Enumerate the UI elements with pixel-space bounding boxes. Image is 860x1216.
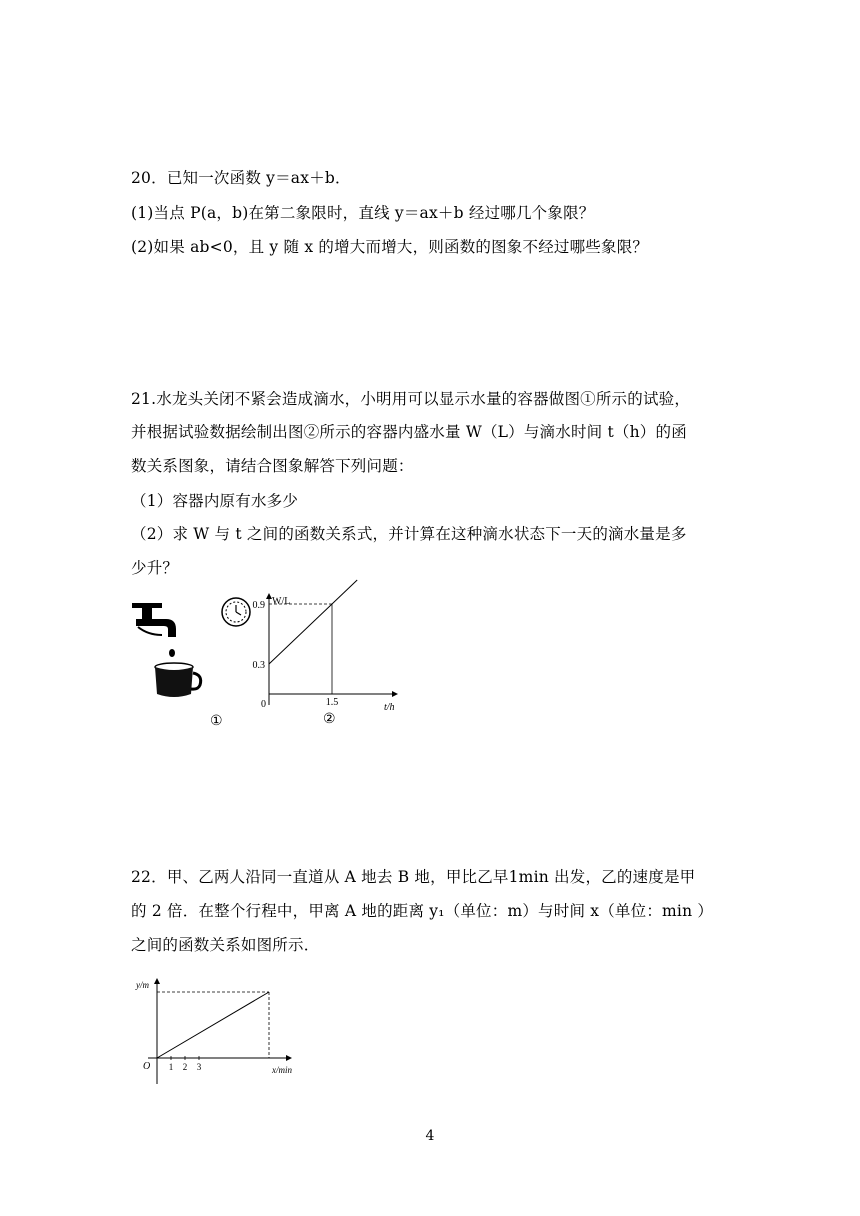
q22-data-line bbox=[157, 992, 269, 1058]
q22-y-axis-label: y/m bbox=[136, 980, 149, 990]
q20-title: 20．已知一次函数 y＝ax＋b． bbox=[131, 169, 351, 187]
q21-x-axis-label: t/h bbox=[384, 702, 395, 713]
q22-x-tick-1: 1 bbox=[168, 1062, 174, 1072]
q20-part1: (1)当点 P(a，b)在第二象限时，直线 y＝ax＋b 经过哪几个象限？ bbox=[131, 204, 595, 222]
q22-line2: 的 2 倍．在整个行程中，甲离 A 地的距离 y₁（单位：m）与时间 x（单位：min ） bbox=[131, 902, 714, 920]
q21-figure-2-label: ② bbox=[323, 711, 336, 727]
page-number: 4 bbox=[425, 1128, 435, 1144]
cup-icon bbox=[155, 663, 201, 697]
q21-line3: 数关系图象，请结合图象解答下列问题： bbox=[131, 457, 414, 475]
q22-x-axis-label: x/min bbox=[272, 1065, 292, 1075]
q21-figure-2 bbox=[246, 592, 406, 712]
q21-data-line bbox=[269, 580, 357, 664]
q21-line2: 并根据试验数据绘制出图②所示的容器内盛水量 W（L）与滴水时间 t（h）的函 bbox=[131, 423, 687, 441]
q21-line1: 21.水龙头关闭不紧会造成滴水，小明用可以显示水量的容器做图①所示的试验， bbox=[131, 390, 691, 408]
faucet-icon bbox=[132, 603, 176, 657]
q22-line3: 之间的函数关系如图所示． bbox=[131, 936, 320, 954]
q20-part2: (2)如果 ab<0，且 y 随 x 的增大而增大，则函数的图象不经过哪些象限？ bbox=[131, 238, 649, 256]
q21-y-tick-0.3: 0.3 bbox=[252, 660, 265, 671]
q21-y-tick-0.9: 0.9 bbox=[252, 600, 265, 611]
q22-x-tick-2: 2 bbox=[182, 1062, 188, 1072]
q21-part1: （1）容器内原有水多少 bbox=[131, 492, 299, 510]
q21-x-tick-1.5: 1.5 bbox=[325, 697, 339, 708]
q22-origin-label: O bbox=[143, 1061, 151, 1072]
q21-figure-1-label: ① bbox=[210, 713, 223, 729]
q22-figure bbox=[130, 978, 310, 1088]
q21-part2: （2）求 W 与 t 之间的函数关系式，并计算在这种滴水状态下一天的滴水量是多 bbox=[131, 525, 687, 543]
q22-x-tick-3: 3 bbox=[196, 1062, 202, 1072]
q22-line1: 22．甲、乙两人沿同一直道从 A 地去 B 地，甲比乙早1min 出发，乙的速度是甲 bbox=[131, 868, 696, 886]
q21-origin-label: 0 bbox=[261, 699, 266, 710]
q21-y-axis-label: W/L bbox=[272, 596, 291, 607]
q21-part2-continued: 少升？ bbox=[131, 559, 179, 577]
